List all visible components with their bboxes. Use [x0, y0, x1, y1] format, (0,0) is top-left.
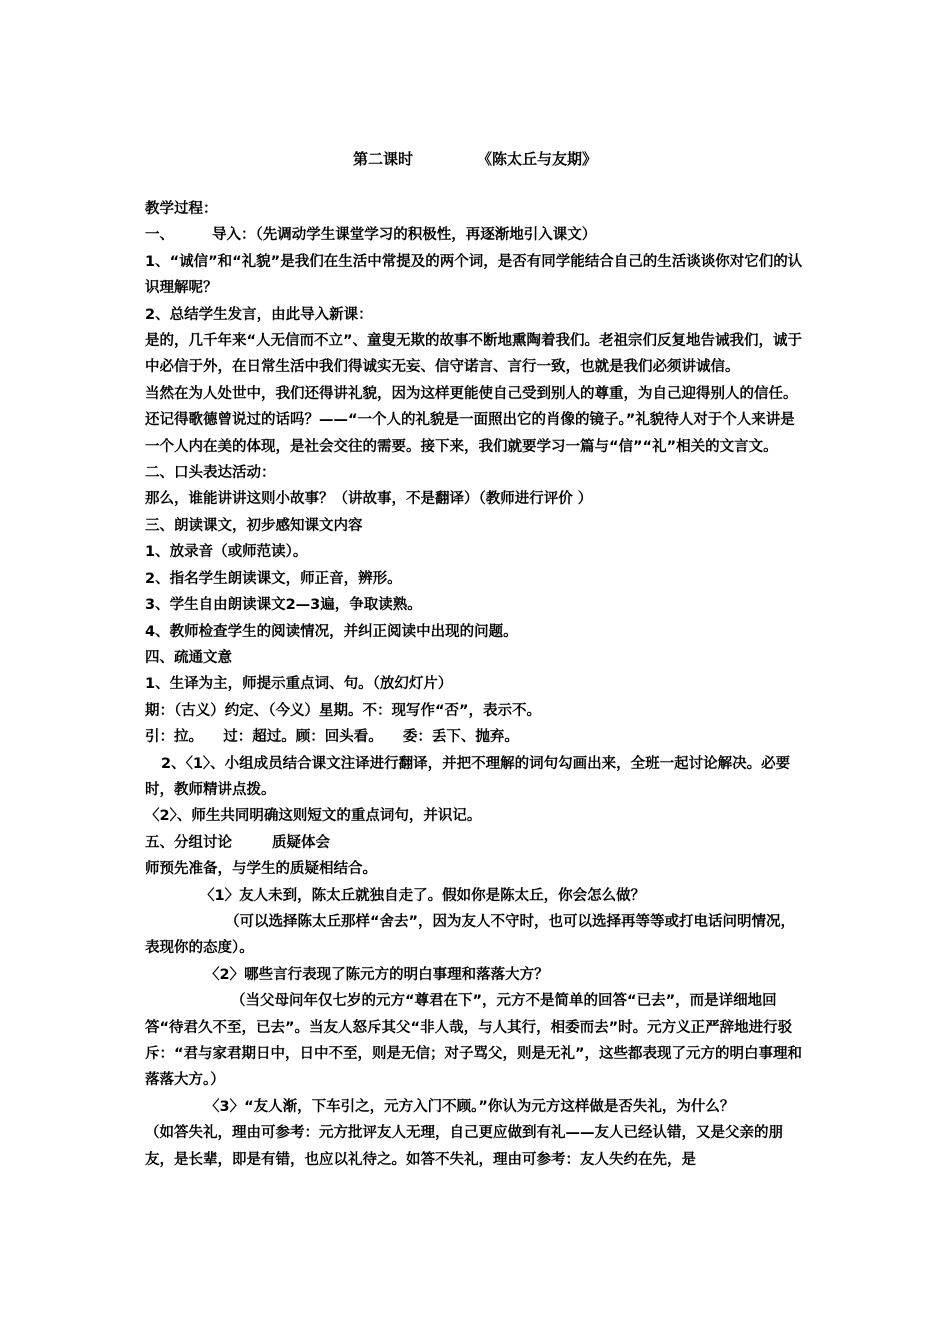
section-heading-intro — [145, 222, 805, 248]
section-heading-oral: 二、口头表达活动： — [145, 465, 276, 482]
vocab-line: 引：拉。 过：超过。顾：回头看。 委：丢下、抛弃。 — [145, 729, 519, 746]
answer: （可以选择陈太丘那样“舍去”，因为友人不守时，也可以选择再等等或打电话问明情况，表现你的态度）。 — [145, 913, 796, 957]
question: 〈2〉哪些言行表现了陈元方的明白事理和落落大方？ — [205, 966, 549, 983]
section-title: 五、分组讨论 — [145, 834, 232, 851]
section-heading-reading: 三、朗读课文，初步感知课文内容 — [145, 517, 363, 534]
section-heading-meaning: 四、疏通文意 — [145, 649, 232, 666]
list-item: 1、生译为主，师提示重点词、句。（放幻灯片） — [145, 676, 453, 693]
list-item: 3、学生自由朗读课文2—3遍，争取读熟。 — [145, 597, 422, 614]
section-title: 导入：（先调动学生课堂学习的积极性，再逐渐地引入课文） — [212, 227, 597, 244]
answer: （当父母问年仅七岁的元方“尊君在下”，元方不是简单的回答“已去”，而是详细地回答“待君久不至，已去”。当友人怒斥其父“非人哉，与人其行，相委而去”时。元方义正严辞地进行驳斥：“君与家君期日中，日中不至，则是无信；对子骂父，则是无礼”，这些都表现了元方的明白事理和落落大方。） — [145, 993, 803, 1089]
list-item: 1、放录音（或师范读）。 — [145, 544, 308, 561]
question: 〈3〉“友人渐，下车引之，元方入门不顾。”你认为元方这样做是否失礼，为什么？ — [205, 1098, 735, 1115]
lesson-label: 第二课时 — [352, 150, 413, 168]
paragraph: 师预先准备，与学生的质疑相结合。 — [145, 861, 377, 878]
vocab-line: 期：（古义）约定、（今义）星期。不：现写作“否”，表示不。 — [145, 702, 542, 719]
document-body — [145, 196, 805, 1173]
question: 〈1〉友人未到，陈太丘就独自走了。假如你是陈太丘，你会怎么做？ — [200, 887, 646, 904]
paragraph: 是的，几千年来“人无信而不立”、童叟无欺的故事不断地熏陶着我们。老祖宗们反复地告诫我们，诚于中必信于外，在日常生活中我们得诚实无妄、信守诺言、言行一致，也就是我们必须讲诚信。 — [145, 333, 803, 376]
process-heading: 教学过程： — [145, 201, 218, 217]
paragraph: 1、“诚信”和“礼貌”是我们在生活中常提及的两个词，是否有同学能结合自己的生活谈谈你对它们的认识理解呢？ — [145, 253, 803, 297]
paragraph: 那么，谁能讲讲这则小故事？（讲故事，不是翻译）（教师进行评价 ） — [145, 491, 593, 508]
list-item: 2、指名学生朗读课文，师正音，辨形。 — [145, 570, 402, 587]
list-item: 2、〈1〉、小组成员结合课文注译进行翻译，并把不理解的词句勾画出来，全班一起讨论解决。必要时，教师精讲点拨。 — [145, 755, 791, 798]
section-heading-discussion — [145, 830, 805, 856]
list-item: 〈2〉、师生共同明确这则短文的重点词句，并识记。 — [145, 808, 482, 825]
answer: （如答失礼，理由可参考：元方批评友人无理，自己更应做到有礼——友人已经认错，又是父亲的朋友，是长辈，即是有错，也应以礼待之。如答不失礼，理由可参考：友人失约在先，是 — [145, 1125, 783, 1168]
page-title — [0, 148, 950, 170]
paragraph: 2、总结学生发言，由此导入新课： — [145, 306, 373, 323]
text-title: 《陈太丘与友期》 — [477, 150, 598, 168]
list-item: 4、教师检查学生的阅读情况，并纠正阅读中出现的问题。 — [145, 623, 518, 640]
section-subtitle: 质疑体会 — [272, 834, 330, 851]
section-number: 一、 — [145, 227, 174, 244]
paragraph: 当然在为人处世中，我们还得讲礼貌，因为这样更能使自己受到别人的尊重，为自己迎得别人的信任。还记得歌德曾说过的话吗？——“一个人的礼貌是一面照出它的肖像的镜子。”礼貌待人对于个人来讲是一个人内在美的体现，是社会交往的需要。接下来，我们就要学习一篇与“信”“礼”相关的文言文。 — [145, 385, 798, 455]
